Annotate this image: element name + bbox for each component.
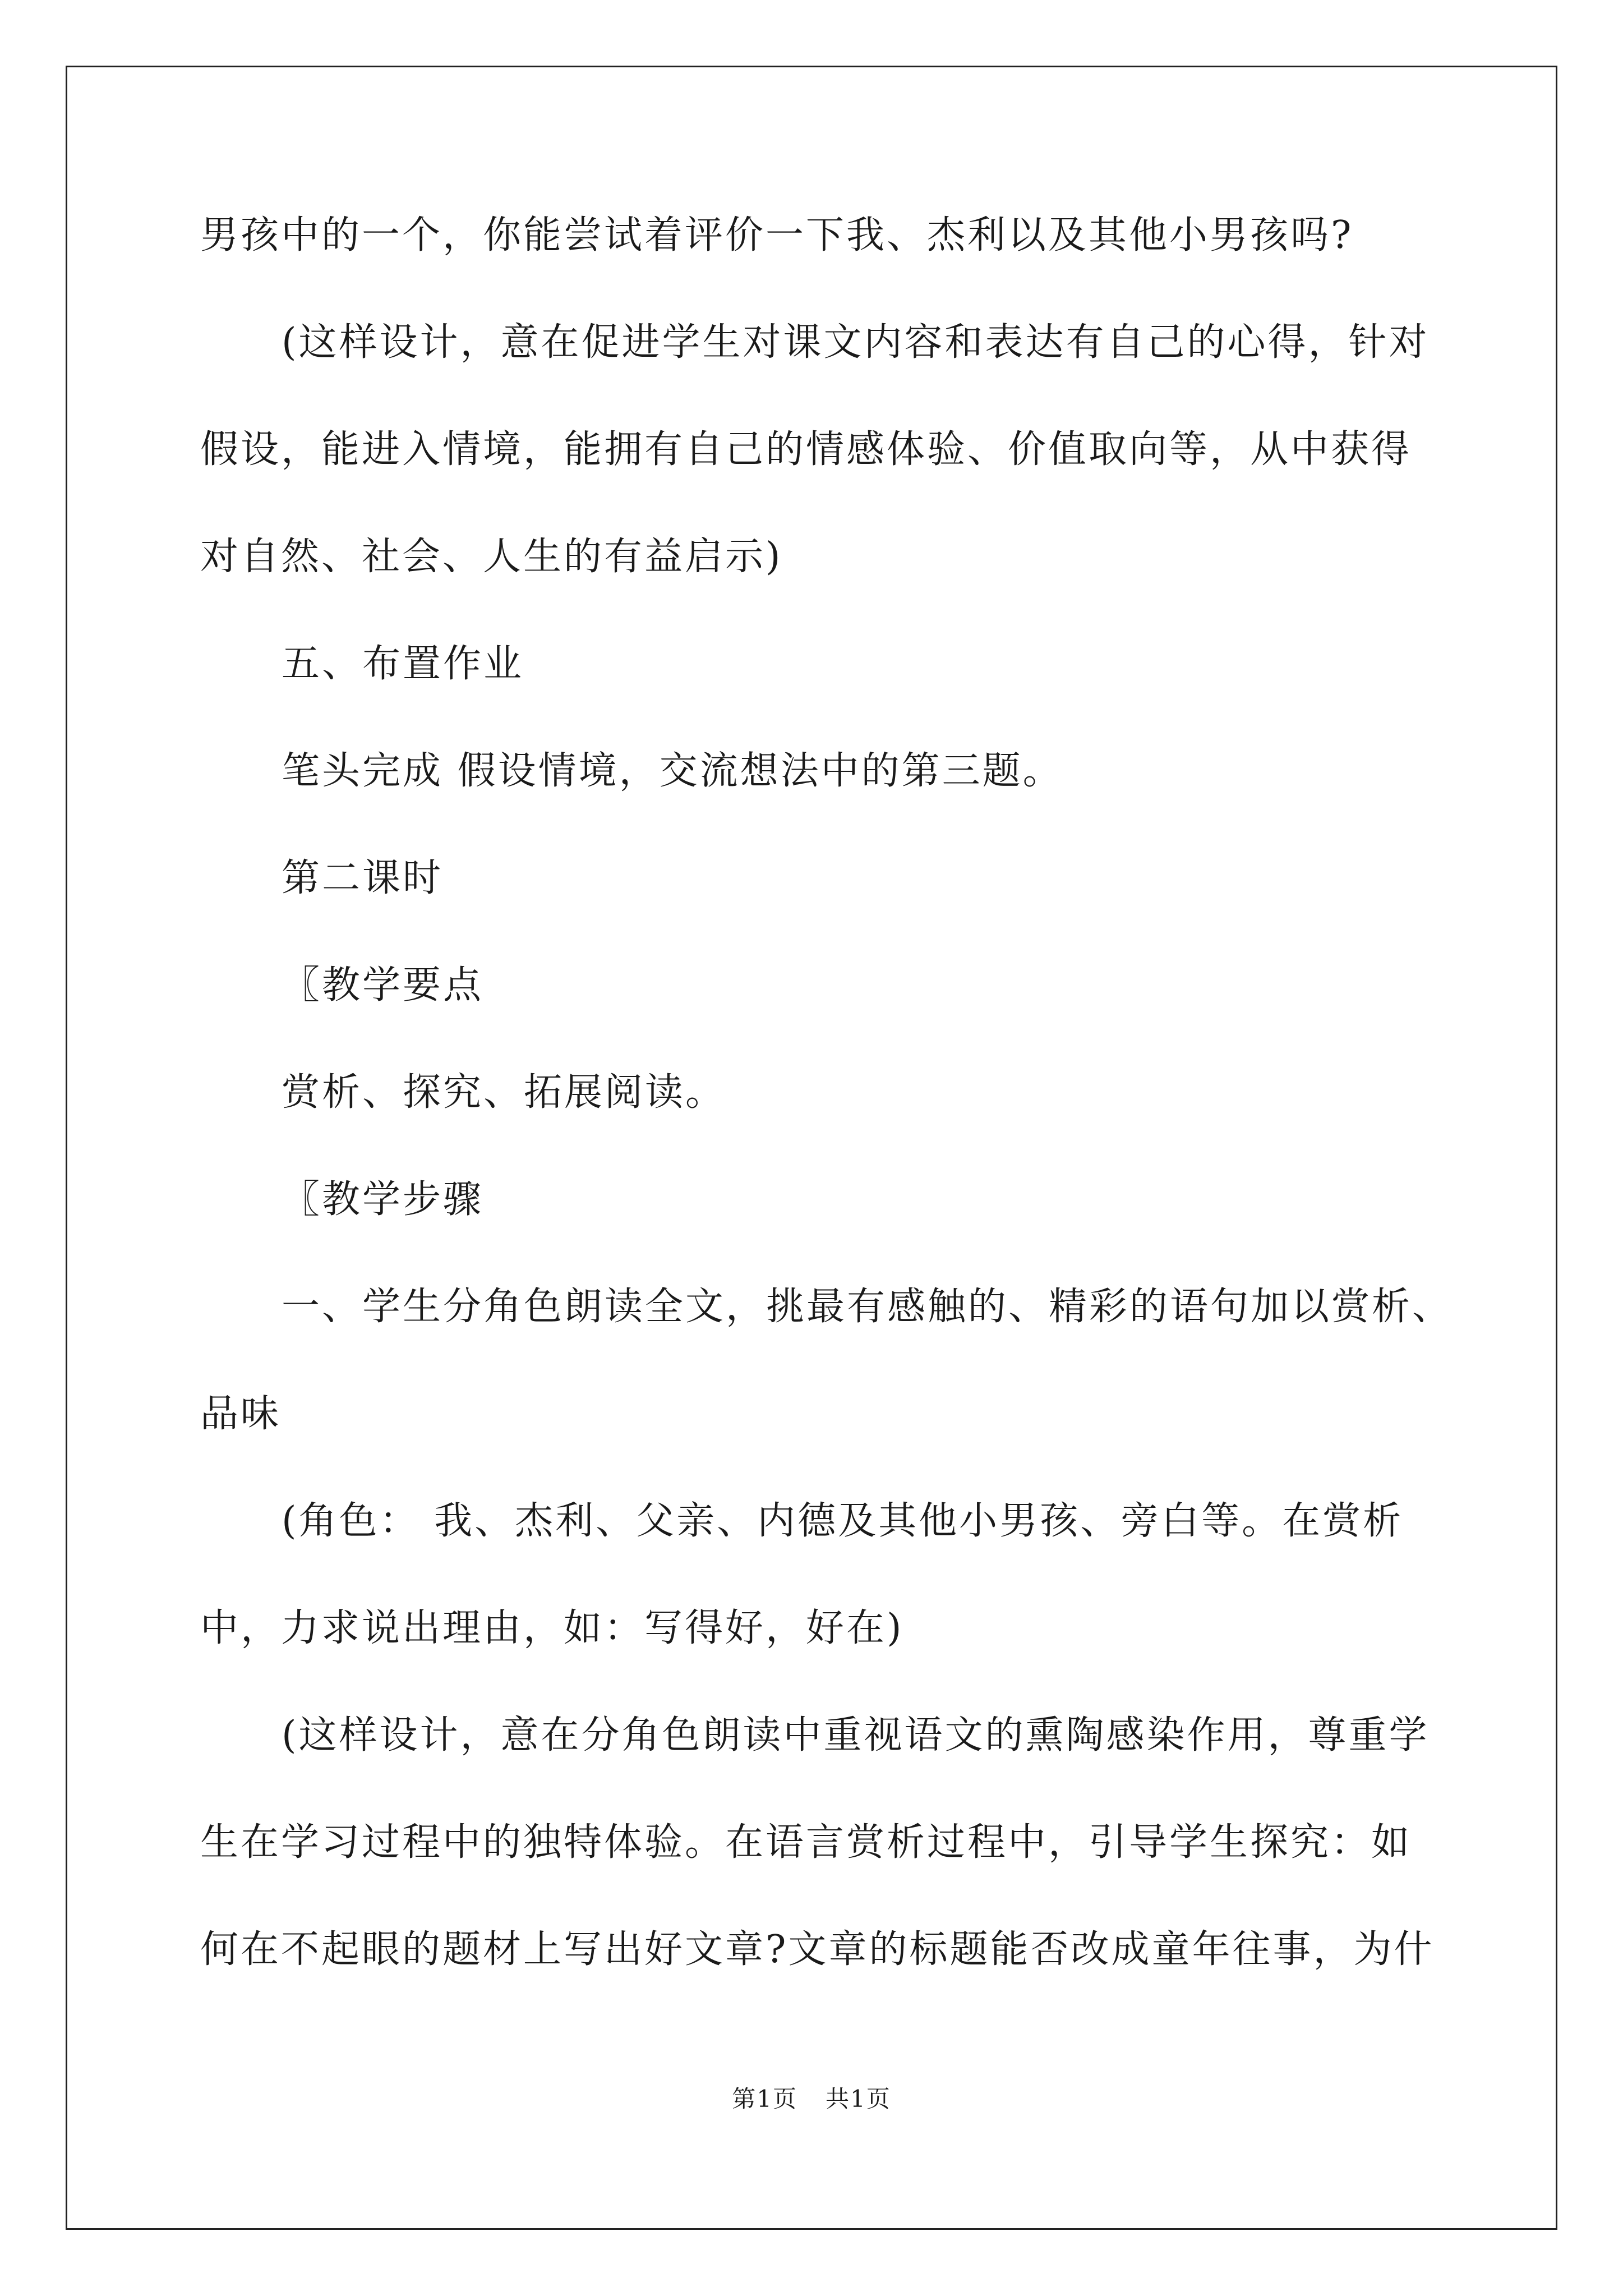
text-line: 品味: [200, 1392, 282, 1436]
text-line: 赏析、探究、拓展阅读。: [282, 1070, 726, 1115]
page-total: 共1页: [826, 2085, 891, 2113]
text-line: (这样设计，意在分角色朗读中重视语文的熏陶感染作用，尊重学: [282, 1713, 1430, 1757]
section-heading: 〖教学要点: [282, 963, 484, 1007]
text-line: 一、学生分角色朗读全文，挑最有感触的、精彩的语句加以赏析、: [282, 1285, 1453, 1329]
page-footer: [0, 2082, 1623, 2116]
text-line: (这样设计，意在促进学生对课文内容和表达有自己的心得，针对: [282, 320, 1430, 365]
text-line: 笔头完成 假设情境，交流想法中的第三题。: [282, 749, 1063, 793]
text-line: 何在不起眼的题材上写出好文章?文章的标题能否改成童年往事，为什: [200, 1927, 1435, 1972]
section-heading: 第二课时: [282, 856, 444, 900]
text-line: 中，力求说出理由，如：写得好，好在): [200, 1606, 904, 1650]
page-number: 第1页: [732, 2085, 797, 2113]
text-line: 男孩中的一个，你能尝试着评价一下我、杰利以及其他小男孩吗?: [200, 213, 1354, 257]
section-heading: 〖教学步骤: [282, 1177, 484, 1222]
page-border: [66, 66, 1557, 2230]
section-heading: 五、布置作业: [282, 642, 524, 686]
text-line: 生在学习过程中的独特体验。在语言赏析过程中，引导学生探究：如: [200, 1820, 1412, 1865]
text-line: 假设，能进入情境，能拥有自己的情感体验、价值取向等，从中获得: [200, 427, 1412, 472]
text-line: 对自然、社会、人生的有益启示): [200, 535, 783, 579]
text-line: (角色： 我、杰利、父亲、内德及其他小男孩、旁白等。在赏析: [282, 1499, 1404, 1543]
